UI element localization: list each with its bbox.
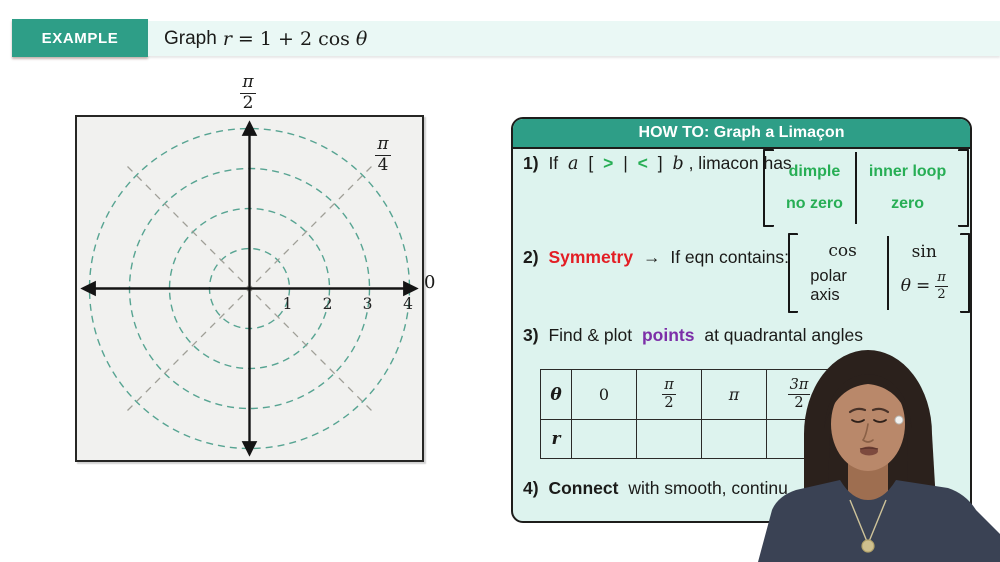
- step1-close-bracket: ]: [657, 153, 663, 173]
- step1-number: 1): [523, 153, 539, 173]
- right-bracket: [960, 233, 970, 313]
- step1-text-rest: , limacon has: [688, 153, 792, 173]
- right-arrow-icon: →: [642, 247, 661, 267]
- angle-label-pi-over-4: [368, 136, 398, 175]
- tick-2: 2: [322, 295, 333, 313]
- sin-column: [889, 233, 960, 313]
- polar-axes: [85, 125, 414, 452]
- example-label: EXAMPLE: [41, 29, 119, 47]
- presenter-video-overlay: [752, 348, 1000, 562]
- theta-value-pi-over-2: [637, 370, 702, 420]
- pi4-denominator: 4: [377, 154, 389, 175]
- angle-label-pi-over-2: [232, 74, 264, 113]
- step4-number: 4): [523, 478, 539, 498]
- axis-tick-labels: [283, 295, 414, 313]
- step4-text: with smooth, continu: [628, 478, 788, 498]
- theta-value-0: 0: [572, 370, 637, 420]
- step1-text: If: [548, 153, 559, 173]
- two-denominator: 2: [937, 286, 946, 302]
- step1-var-b: b: [672, 154, 684, 174]
- theta-header: θ: [541, 370, 572, 420]
- inner-loop-column: [857, 149, 958, 227]
- pendant-icon: [862, 540, 874, 552]
- title-equation: = 1 + 2 cos: [237, 27, 350, 50]
- left-bracket: [788, 233, 798, 313]
- polar-axis-label: polar axis: [810, 267, 847, 304]
- frac-den: 2: [794, 395, 804, 411]
- inner-loop-label: inner loop: [868, 162, 947, 180]
- dimple-column: [774, 149, 855, 227]
- step1-less-than: <: [637, 153, 648, 173]
- step4-connect-keyword: Connect: [548, 478, 619, 498]
- step-4: [523, 478, 788, 499]
- step1-open-bracket: [: [588, 153, 594, 173]
- no-zero-label: no zero: [786, 195, 843, 213]
- theta-value-pi: π: [702, 370, 767, 420]
- step-2: [523, 247, 789, 268]
- howto-panel-header: [513, 119, 970, 149]
- step3-text: Find & plot: [548, 325, 633, 345]
- step3-points-keyword: points: [641, 325, 695, 345]
- right-bracket: [958, 149, 969, 227]
- step1-var-a: a: [568, 154, 579, 174]
- title-theta: θ: [355, 27, 368, 50]
- equals-symbol: =: [915, 276, 931, 297]
- step3-text-rest: at quadrantal angles: [704, 325, 863, 345]
- r-value-empty: [572, 420, 637, 459]
- frac-num: π: [662, 378, 676, 395]
- frac-num: 3π: [788, 378, 811, 395]
- theta-equals-pi-over-2: [901, 268, 948, 304]
- zero-label: zero: [891, 195, 924, 213]
- step-3: [523, 325, 863, 346]
- example-banner: [12, 19, 148, 57]
- step1-pipe: |: [623, 153, 628, 173]
- step2-text: If eqn contains:: [670, 247, 790, 267]
- presenter-figure: [752, 348, 1000, 562]
- tick-4: 4: [403, 295, 413, 313]
- left-bracket: [763, 149, 774, 227]
- tick-3: 3: [362, 295, 373, 313]
- earbud-icon: [895, 416, 903, 424]
- title-word: Graph: [164, 27, 217, 49]
- frac-den: 2: [664, 395, 674, 411]
- step2-symmetry-matrix: [788, 233, 970, 313]
- title-strip: [148, 21, 1000, 56]
- howto-title: HOW TO: Graph a Limaçon: [638, 124, 845, 141]
- step1-options-matrix: [763, 149, 969, 227]
- sin-label: sin: [911, 241, 937, 262]
- pi4-numerator: π: [377, 134, 389, 154]
- step-1: [523, 153, 792, 174]
- pi2-denominator: 2: [242, 92, 254, 113]
- title-var-r: r: [222, 27, 232, 50]
- step2-symmetry-keyword: Symmetry: [548, 247, 634, 267]
- step3-number: 3): [523, 325, 539, 345]
- pi-numerator: π: [937, 270, 946, 286]
- cos-column: [798, 233, 887, 313]
- step2-number: 2): [523, 247, 539, 267]
- r-value-empty: [637, 420, 702, 459]
- cos-label: cos: [828, 241, 857, 261]
- r-header: r: [541, 420, 572, 459]
- angle-label-zero: 0: [424, 272, 436, 293]
- theta-symbol: θ: [900, 276, 911, 297]
- dimple-label: dimple: [788, 162, 841, 180]
- step1-greater-than: >: [603, 153, 614, 173]
- tick-1: 1: [282, 295, 293, 313]
- pi2-numerator: π: [242, 72, 254, 92]
